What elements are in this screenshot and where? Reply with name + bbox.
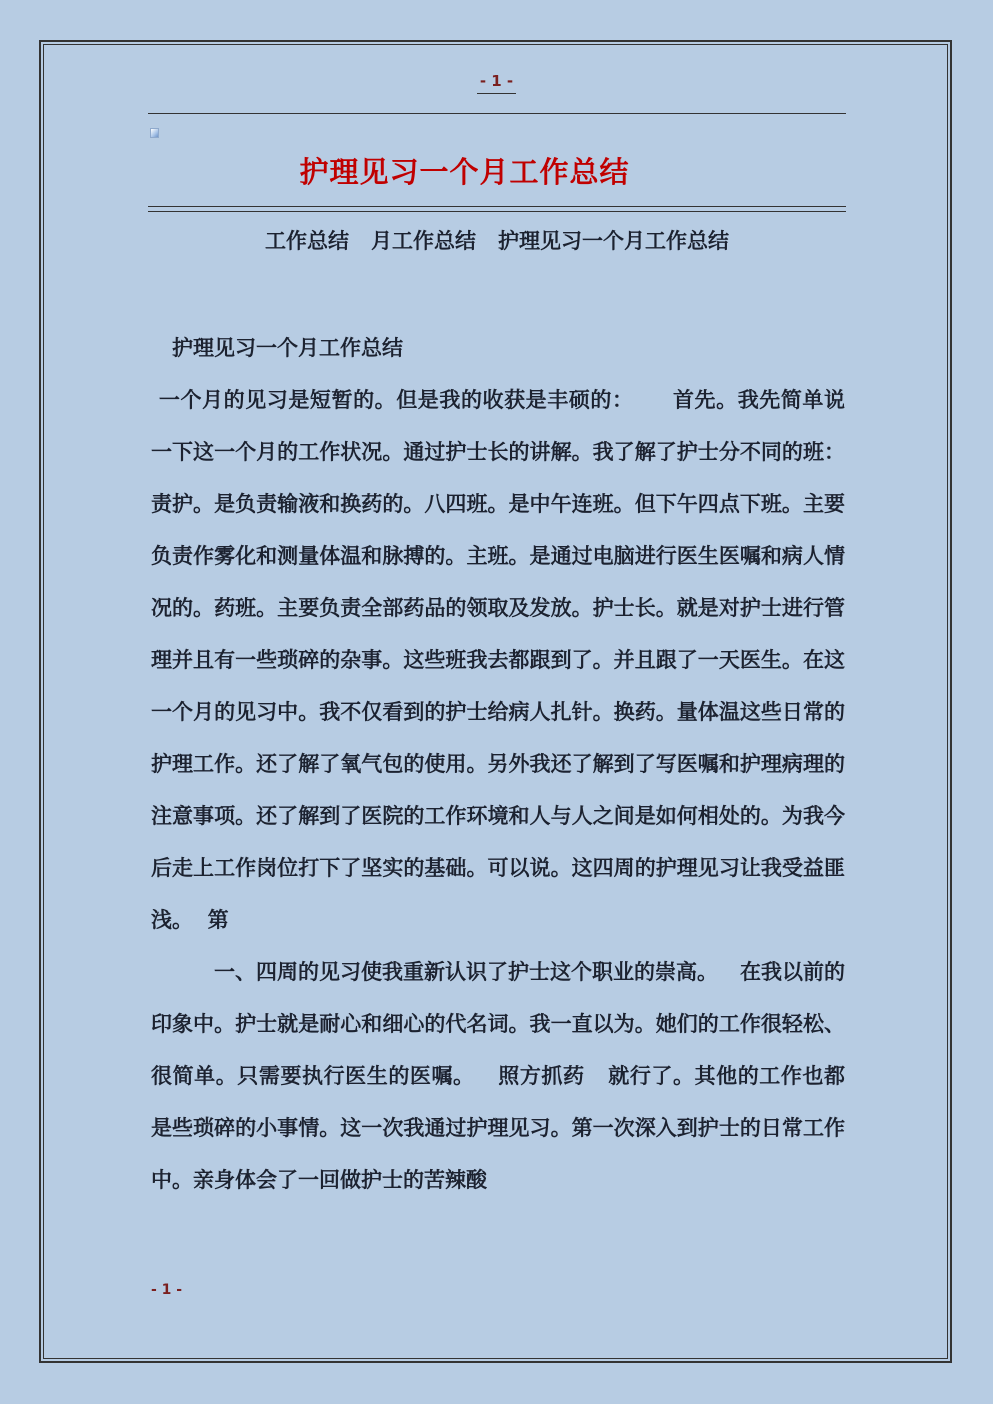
keyword-tag: 护理见习一个月工作总结 <box>498 228 729 253</box>
header-page-number-text: - 1 - <box>477 72 516 94</box>
keyword-tags <box>148 225 846 255</box>
body-heading: 护理见习一个月工作总结 <box>172 335 403 360</box>
body-paragraph: 一、四周的见习使我重新认识了护士这个职业的崇高。 在我以前的印象中。护士就是耐心和细心的代名词。我一直以为。她们的工作很轻松、很简单。只需要执行医生的医嘱。 照方抓药 就行了。其他的工作也都是些琐碎的小事情。这一次我通过护理见习。第一次深入到护士的日常工作中。亲身体会了一回做护士的苦辣酸 <box>151 959 845 1192</box>
keyword-tag: 月工作总结 <box>371 228 476 253</box>
document-icon <box>150 128 159 138</box>
document-title: 护理见习一个月工作总结 <box>299 155 630 189</box>
body-paragraph: 一个月的见习是短暂的。但是我的收获是丰硕的： 首先。我先简单说一下这一个月的工作状况。通过护士长的讲解。我了解了护士分不同的班：责护。是负责输液和换药的。八四班。是中午连班。但下午四点下班。主要负责作雾化和测量体温和脉搏的。主班。是通过电脑进行医生医嘱和病人情况的。药班。主要负责全部药品的领取及发放。护士长。就是对护士进行管理并且有一些琐碎的杂事。这些班我去都跟到了。并且跟了一天医生。在这一个月的见习中。我不仅看到的护士给病人扎针。换药。量体温这些日常的护理工作。还了解了氧气包的使用。另外我还了解到了写医嘱和护理病理的注意事项。还了解到了医院的工作环境和人与人之间是如何相处的。为我今后走上工作岗位打下了坚实的基础。可以说。这四周的护理见习让我受益匪浅。 第 <box>151 387 845 932</box>
footer-page-number: - 1 - <box>151 1282 183 1298</box>
title-divider-bottom <box>148 211 846 212</box>
header-page-number <box>0 72 993 94</box>
title-divider-top <box>148 206 846 207</box>
document-body <box>151 322 845 1206</box>
header-divider <box>148 113 846 114</box>
keyword-tag: 工作总结 <box>265 228 349 253</box>
